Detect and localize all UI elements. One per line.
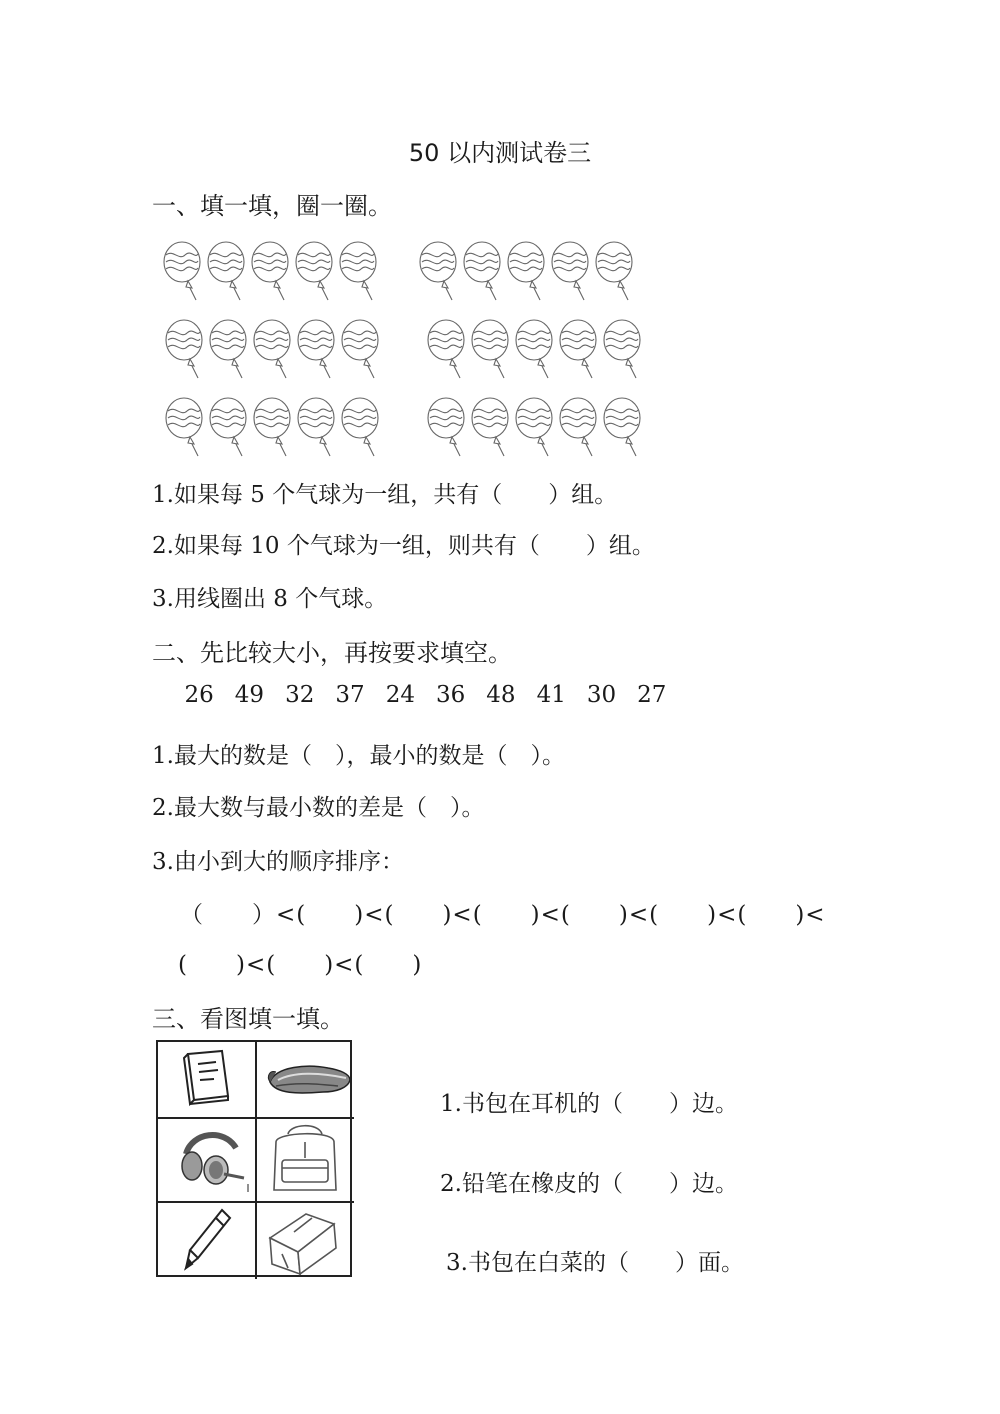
balloon-icon (516, 398, 552, 456)
number-item: 24 (385, 682, 415, 708)
headphones-icon (182, 1135, 248, 1192)
balloon-icon (210, 320, 246, 378)
balloon-icon (428, 398, 464, 456)
number-item: 26 (184, 682, 214, 708)
balloon-icon (164, 242, 200, 300)
section2-question-3: 3.由小到大的顺序排序： (152, 849, 404, 875)
section3-heading: 三、看图填一填。 (152, 1005, 344, 1033)
section1-question-1: 1.如果每 5 个气球为一组，共有（ ）组。 (152, 482, 618, 508)
order-line-2: ( )<( )<( ) (178, 952, 423, 978)
number-item: 27 (637, 682, 667, 708)
balloon-icon (552, 242, 588, 300)
number-item: 36 (435, 682, 466, 708)
section3-question-3: 3.书包在白菜的（ ）面。 (446, 1250, 744, 1276)
number-item: 37 (335, 682, 365, 708)
section1-heading: 一、填一填，圈一圈。 (152, 192, 392, 220)
section1-question-3: 3.用线圈出 8 个气球。 (152, 586, 388, 612)
eraser-icon (270, 1214, 336, 1274)
number-item: 49 (234, 682, 265, 708)
balloon-icon (516, 320, 552, 378)
order-line-1: （ ）<( )<( )<( )<( )<( )<( )< (180, 902, 826, 928)
balloon-icon (604, 320, 640, 378)
balloon-icon (472, 398, 508, 456)
balloon-icon (560, 320, 596, 378)
balloon-icon (464, 242, 500, 300)
balloon-icon (342, 320, 378, 378)
balloon-picture (150, 230, 670, 460)
number-item: 41 (536, 682, 566, 708)
balloon-icon (254, 398, 290, 456)
balloon-icon (252, 242, 288, 300)
section3-question-1: 1.书包在耳机的（ ）边。 (440, 1091, 738, 1117)
pencil-icon (186, 1210, 230, 1268)
number-item: 32 (285, 682, 315, 708)
section2-question-1: 1.最大的数是（ ），最小的数是（ ）。 (152, 743, 565, 769)
balloon-icon (560, 398, 596, 456)
number-list (174, 682, 677, 708)
page-title: 50 以内测试卷三 (408, 139, 592, 167)
section1-question-2: 2.如果每 10 个气球为一组，则共有（ ）组。 (152, 533, 655, 559)
cabbage-icon (268, 1066, 350, 1093)
section2-heading: 二、先比较大小，再按要求填空。 (152, 639, 512, 667)
balloon-icon (508, 242, 544, 300)
balloon-icon (298, 398, 334, 456)
picture-grid (156, 1040, 352, 1277)
balloon-icon (596, 242, 632, 300)
balloon-icon (296, 242, 332, 300)
section2-question-2: 2.最大数与最小数的差是（ ）。 (152, 795, 485, 821)
balloon-icon (340, 242, 376, 300)
balloon-icon (254, 320, 290, 378)
balloon-icon (604, 398, 640, 456)
balloon-icon (342, 398, 378, 456)
book-icon (184, 1051, 228, 1104)
number-item: 48 (486, 682, 516, 708)
balloon-icon (298, 320, 334, 378)
balloon-icon (420, 242, 456, 300)
balloon-icon (472, 320, 508, 378)
balloon-icon (166, 398, 202, 456)
section3-question-2: 2.铅笔在橡皮的（ ）边。 (440, 1171, 738, 1197)
balloon-icon (210, 398, 246, 456)
balloon-icon (208, 242, 244, 300)
backpack-icon (274, 1126, 336, 1190)
balloon-icon (428, 320, 464, 378)
balloon-icon (166, 320, 202, 378)
number-item: 30 (586, 682, 617, 708)
